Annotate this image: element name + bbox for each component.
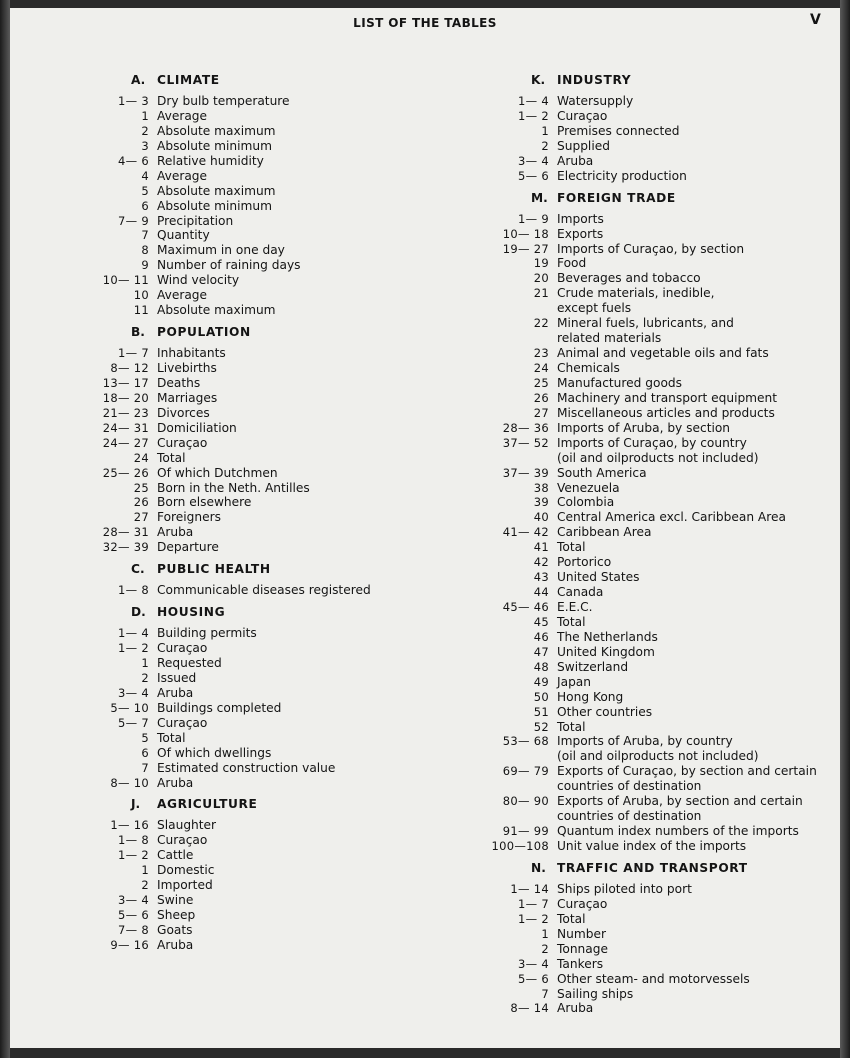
table-title: Japan	[557, 674, 591, 689]
document-page	[10, 8, 840, 1048]
section-letter: A.	[131, 73, 146, 87]
table-title: Tankers	[557, 956, 604, 971]
table-number: 13— 17	[102, 375, 149, 390]
table-title: Hong Kong	[557, 689, 624, 704]
book-spine-shadow	[0, 0, 10, 1058]
table-title: Imports of Curaçao, by country	[557, 435, 747, 450]
table-number: 80— 90	[502, 794, 549, 809]
table-number: 2	[141, 670, 149, 685]
table-number: 1— 8	[118, 583, 149, 598]
table-number: 19	[533, 256, 549, 271]
table-title: Absolute maximum	[157, 183, 276, 198]
table-title: Divorces	[157, 405, 210, 420]
table-title: Curaçao	[157, 435, 208, 450]
table-title: (oil and oilproducts not included)	[557, 450, 759, 465]
table-title: Imported	[157, 878, 213, 893]
table-number: 4	[141, 168, 149, 183]
table-title: Deaths	[157, 375, 201, 390]
table-title: Quantity	[157, 228, 210, 243]
table-title: Absolute maximum	[157, 123, 276, 138]
table-title: Venezuela	[557, 480, 620, 495]
table-number: 25	[533, 375, 549, 390]
table-title: Imports	[557, 211, 604, 226]
table-title: Aruba	[557, 1001, 594, 1016]
table-title: Switzerland	[557, 659, 629, 674]
table-number: 1— 2	[118, 641, 149, 656]
table-number: 1— 2	[118, 848, 149, 863]
table-title: Food	[557, 256, 587, 271]
table-number: 1— 2	[518, 911, 549, 926]
table-number: 3— 4	[518, 956, 549, 971]
table-number: 1— 3	[118, 94, 149, 108]
table-title: Goats	[157, 923, 193, 937]
table-number: 28— 31	[102, 525, 149, 540]
table-number: 2	[141, 878, 149, 893]
table-title: related materials	[557, 331, 662, 346]
table-number: 1	[541, 123, 549, 138]
table-title: Aruba	[157, 937, 194, 952]
table-title: Total	[157, 730, 186, 745]
table-number: 53— 68	[502, 734, 549, 749]
page-title: LIST OF THE TABLES	[353, 16, 497, 30]
table-title: Sheep	[157, 908, 196, 923]
section-letter: M.	[531, 190, 548, 205]
table-title: Total	[557, 911, 586, 926]
table-number: 51	[533, 704, 549, 719]
table-title: Curaçao	[557, 896, 608, 911]
table-number: 3— 4	[118, 893, 149, 908]
table-title: Aruba	[157, 775, 194, 790]
table-number: 41— 42	[502, 525, 549, 540]
table-title: United States	[557, 570, 640, 585]
table-number: 5	[141, 730, 149, 745]
table-title: Total	[557, 719, 586, 734]
table-number: 1— 16	[110, 818, 149, 833]
table-title: countries of destination	[557, 779, 702, 794]
table-number: 3	[141, 138, 149, 153]
table-title: Sailing ships	[557, 986, 634, 1001]
table-number: 48	[533, 659, 549, 674]
table-number: 45— 46	[502, 600, 549, 614]
table-title: United Kingdom	[557, 644, 655, 659]
section-letter: D.	[131, 605, 146, 620]
table-number: 3— 4	[518, 153, 549, 168]
table-title: Manufactured goods	[557, 375, 682, 390]
table-number: 1— 7	[518, 896, 549, 911]
table-title: Exports of Curaçao, by section and certain	[557, 764, 817, 779]
table-title: Absolute minimum	[157, 198, 272, 213]
section-title: AGRICULTURE	[157, 797, 258, 812]
table-number: 8— 12	[110, 361, 149, 375]
table-number: 5	[141, 183, 149, 198]
table-number: 22	[533, 316, 549, 331]
table-number: 5— 7	[118, 715, 149, 730]
table-number: 25	[133, 480, 149, 495]
table-title: Curaçao	[557, 108, 608, 123]
table-title: Curaçao	[157, 833, 208, 848]
table-number: 1	[141, 108, 149, 123]
table-title: Buildings completed	[157, 700, 282, 715]
table-title: Animal and vegetable oils and fats	[557, 346, 769, 361]
section-title: TRAFFIC AND TRANSPORT	[557, 860, 748, 875]
table-title: Average	[157, 288, 208, 303]
table-number: 27	[133, 510, 149, 525]
table-number: 40	[533, 510, 549, 525]
table-title: Dry bulb temperature	[157, 94, 290, 108]
table-number: 44	[533, 585, 549, 600]
table-number: 21— 23	[102, 405, 149, 420]
table-number: 6	[141, 745, 149, 760]
table-title: Inhabitants	[157, 346, 226, 361]
table-number: 3— 4	[118, 685, 149, 700]
table-title: Canada	[557, 585, 604, 600]
section-letter: K.	[531, 73, 546, 87]
table-number: 24	[133, 450, 149, 465]
table-number: 5— 6	[118, 908, 149, 923]
table-number: 1— 2	[518, 108, 549, 123]
table-title: Total	[557, 540, 586, 555]
section-title: INDUSTRY	[557, 73, 632, 87]
table-number: 9— 16	[110, 937, 149, 952]
table-number: 10— 11	[102, 273, 149, 288]
table-title: Cattle	[157, 848, 194, 863]
table-number: 7— 8	[118, 923, 149, 937]
table-number: 43	[533, 570, 549, 585]
table-number: 32— 39	[102, 540, 149, 555]
table-number: 1— 4	[518, 94, 549, 108]
table-title: Exports of Aruba, by section and certain	[557, 794, 803, 809]
table-number: 18— 20	[102, 390, 149, 405]
section-letter: N.	[531, 860, 546, 875]
table-title: Machinery and transport equipment	[557, 390, 778, 405]
table-title: Of which Dutchmen	[157, 465, 278, 480]
table-number: 26	[133, 495, 149, 510]
section-title: HOUSING	[157, 605, 226, 620]
table-title: Other steam- and motorvessels	[557, 971, 750, 986]
table-title: except fuels	[557, 301, 632, 316]
table-title: South America	[557, 465, 647, 480]
table-title: Imports of Curaçao, by section	[557, 241, 745, 256]
table-title: Other countries	[557, 704, 653, 719]
table-title: Crude materials, inedible,	[557, 286, 715, 301]
table-number: 1	[541, 926, 549, 941]
table-title: Swine	[157, 893, 194, 908]
table-title: Domestic	[157, 863, 215, 878]
table-number: 45	[533, 614, 549, 629]
table-number: 6	[141, 198, 149, 213]
table-title: Colombia	[557, 495, 615, 510]
table-number: 49	[533, 674, 549, 689]
page-edge-shadow	[840, 0, 850, 1058]
table-number: 26	[533, 390, 549, 405]
table-title: Communicable diseases registered	[157, 583, 371, 598]
table-number: 23	[533, 346, 549, 361]
table-title: Issued	[157, 670, 197, 685]
section-letter: J.	[131, 797, 141, 812]
table-title: Curaçao	[157, 715, 208, 730]
table-title: Miscellaneous articles and products	[557, 405, 775, 420]
table-title: Curaçao	[157, 641, 208, 656]
table-title: Maximum in one day	[157, 243, 285, 258]
table-title: Imports of Aruba, by section	[557, 420, 731, 435]
table-title: Mineral fuels, lubricants, and	[557, 316, 734, 331]
table-number: 1— 14	[510, 881, 549, 896]
table-number: 5— 6	[518, 971, 549, 986]
table-number: 42	[533, 555, 549, 570]
table-number: 8— 14	[510, 1001, 549, 1016]
table-title: Ships piloted into port	[557, 881, 692, 896]
table-title: Absolute minimum	[157, 138, 272, 153]
table-number: 10	[133, 288, 149, 303]
section-letter: B.	[131, 325, 145, 340]
table-title: Central America excl. Caribbean Area	[557, 510, 786, 525]
table-title: Beverages and tobacco	[557, 271, 701, 286]
table-title: Of which dwellings	[157, 745, 272, 760]
section-title: POPULATION	[157, 325, 251, 340]
table-number: 7	[141, 228, 149, 243]
table-title: Average	[157, 168, 208, 183]
table-title: Aruba	[157, 525, 194, 540]
table-number: 91— 99	[502, 824, 549, 839]
table-title: Absolute maximum	[157, 303, 276, 318]
table-number: 24— 31	[102, 420, 149, 435]
section-title: CLIMATE	[157, 73, 220, 87]
table-title: Marriages	[157, 390, 218, 405]
table-number: 2	[541, 941, 549, 956]
table-number: 37— 52	[502, 435, 549, 450]
table-title: Aruba	[557, 153, 594, 168]
table-number: 39	[533, 495, 549, 510]
table-title: Exports	[557, 226, 604, 241]
table-title: Average	[157, 108, 208, 123]
table-title: Watersupply	[557, 94, 634, 108]
table-title: E.E.C.	[557, 600, 593, 614]
table-number: 46	[533, 629, 549, 644]
table-number: 37— 39	[502, 465, 549, 480]
table-title: Requested	[157, 656, 222, 670]
table-title: Domiciliation	[157, 420, 237, 435]
table-title: (oil and oilproducts not included)	[557, 749, 759, 764]
table-number: 28— 36	[502, 420, 549, 435]
table-title: Number	[557, 926, 606, 941]
table-number: 2	[541, 138, 549, 153]
table-number: 24— 27	[102, 435, 149, 450]
section-title: PUBLIC HEALTH	[157, 562, 271, 577]
table-title: Supplied	[557, 138, 610, 153]
table-title: Departure	[157, 540, 219, 555]
table-number: 50	[533, 689, 549, 704]
table-title: Slaughter	[157, 818, 217, 833]
table-title: Foreigners	[157, 510, 221, 525]
table-number: 4— 6	[118, 153, 149, 168]
table-title: Relative humidity	[157, 153, 264, 168]
table-number: 41	[533, 540, 549, 555]
table-number: 38	[533, 480, 549, 495]
table-number: 21	[533, 286, 549, 301]
table-title: Tonnage	[557, 941, 608, 956]
table-title: Precipitation	[157, 213, 234, 228]
table-title: Born in the Neth. Antilles	[157, 480, 310, 495]
table-number: 1— 9	[518, 211, 549, 226]
table-number: 5— 10	[110, 700, 149, 715]
table-number: 1— 4	[118, 626, 149, 641]
table-number: 27	[533, 405, 549, 420]
table-number: 47	[533, 644, 549, 659]
table-number: 24	[533, 361, 549, 375]
table-title: Aruba	[157, 685, 194, 700]
table-number: 10— 18	[502, 226, 549, 241]
table-number: 9	[141, 258, 149, 273]
table-number: 11	[133, 303, 149, 318]
table-number: 19— 27	[502, 241, 549, 256]
table-title: Chemicals	[557, 361, 620, 375]
table-title: Estimated construction value	[157, 760, 336, 775]
section-title: FOREIGN TRADE	[557, 190, 676, 205]
table-title: Unit value index of the imports	[557, 839, 747, 853]
table-title: Building permits	[157, 626, 257, 641]
table-title: Imports of Aruba, by country	[557, 734, 733, 749]
table-title: Portorico	[557, 555, 612, 570]
table-number: 7	[141, 760, 149, 775]
table-number: 20	[533, 271, 549, 286]
table-number: 2	[141, 123, 149, 138]
table-number: 7	[541, 986, 549, 1001]
table-number: 1	[141, 656, 149, 670]
table-number: 5— 6	[518, 168, 549, 183]
table-number: 100—108	[491, 839, 549, 853]
table-number: 7— 9	[118, 213, 149, 228]
table-number: 8	[141, 243, 149, 258]
table-title: Premises connected	[557, 123, 680, 138]
table-title: Total	[157, 450, 186, 465]
table-number: 25— 26	[102, 465, 149, 480]
table-number: 1	[141, 863, 149, 878]
table-number: 1— 8	[118, 833, 149, 848]
page-number: V	[810, 12, 821, 28]
table-title: Number of raining days	[157, 258, 301, 273]
table-title: Electricity production	[557, 168, 687, 183]
table-title: Livebirths	[157, 361, 217, 375]
table-number: 52	[533, 719, 549, 734]
table-title: Total	[557, 614, 586, 629]
table-title: Wind velocity	[157, 273, 240, 288]
section-letter: C.	[131, 562, 145, 577]
table-title: Born elsewhere	[157, 495, 252, 510]
table-title: countries of destination	[557, 809, 702, 824]
table-number: 8— 10	[110, 775, 149, 790]
table-title: Caribbean Area	[557, 525, 652, 540]
table-number: 69— 79	[502, 764, 549, 779]
table-title: The Netherlands	[557, 629, 658, 644]
table-number: 1— 7	[118, 346, 149, 361]
table-title: Quantum index numbers of the imports	[557, 824, 799, 839]
